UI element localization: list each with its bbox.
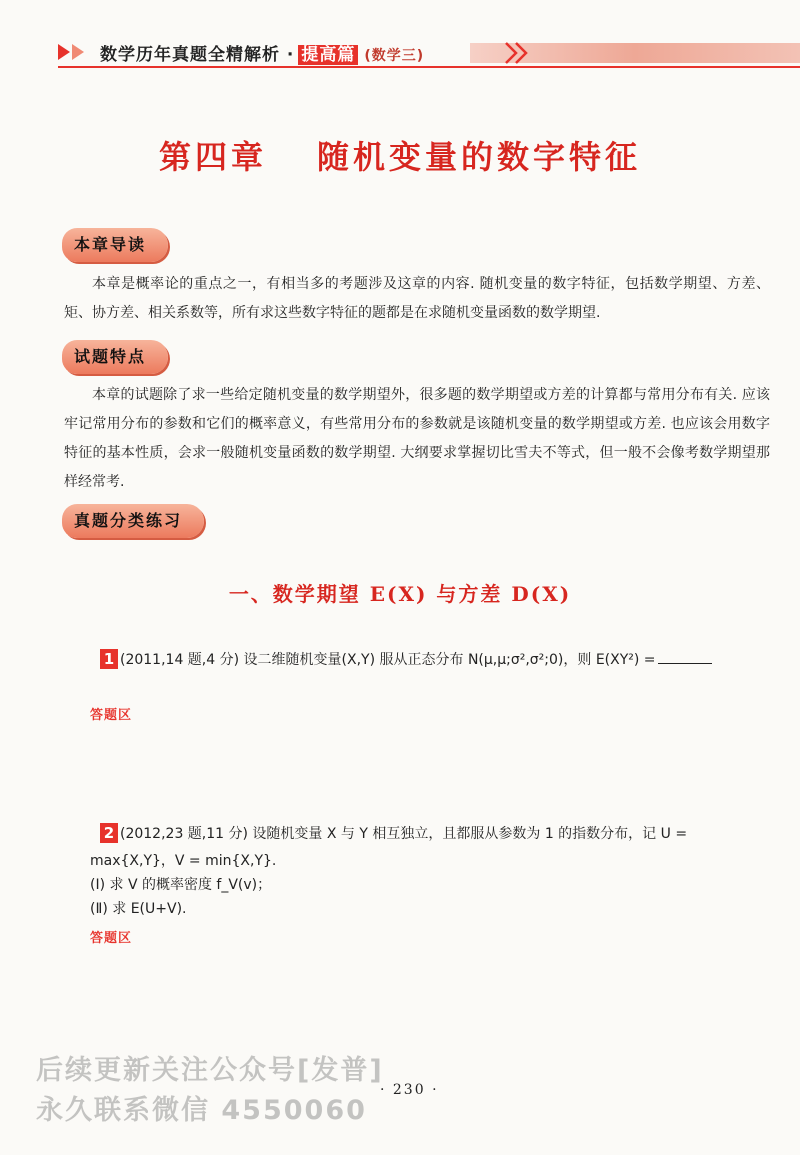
question-number: 1 — [100, 649, 118, 669]
question-2-part-2: (Ⅱ) 求 E(U+V). — [90, 901, 187, 917]
section-tag-practice: 真题分类练习 — [62, 504, 204, 538]
answer-area-label: 答题区 — [90, 708, 133, 723]
chevron-right-icon — [504, 40, 534, 66]
chapter-number: 第四章 — [158, 138, 267, 176]
header-rule — [58, 66, 800, 68]
watermark-line-1: 后续更新关注公众号[发普] — [36, 1055, 384, 1086]
answer-blank[interactable] — [658, 649, 712, 664]
question-text: (2011,14 题,4 分) 设二维随机变量(X,Y) 服从正态分布 N(μ,μ;σ²,σ²;0)，则 E(XY²) = — [120, 652, 656, 668]
features-paragraph: 本章的试题除了求一些给定随机变量的数学期望外，很多题的数学期望或方差的计算都与常用分布有关. 应该牢记常用分布的参数和它们的概率意义，有些常用分布的参数就是该随机变量的数学期望或方差. 也应该会用数字特征的基本性质，会求一般随机变量函数的数学期望. 大纲要求掌握切比雪夫不等式，但一般不会像考数学期望那样经常考. — [64, 387, 770, 490]
volume-badge: 提高篇 — [298, 45, 358, 65]
section-tag-guide: 本章导读 — [62, 228, 168, 262]
question-number: 2 — [100, 823, 118, 843]
running-header — [0, 30, 800, 76]
question-2-part-1: (Ⅰ) 求 V 的概率密度 f_V(v)； — [90, 877, 272, 893]
question-1 — [100, 648, 772, 672]
section-title: 一、数学期望 E(X) 与方差 D(X) — [228, 582, 572, 606]
answer-area-label: 答题区 — [90, 931, 133, 946]
question-2-continued: max{X,Y}，V = min{X,Y}. — [90, 853, 277, 869]
double-arrow-icon — [58, 42, 92, 62]
chapter-title: 随机变量的数字特征 — [317, 138, 642, 176]
page-number: · 230 · — [380, 1082, 439, 1098]
section-tag-features: 试题特点 — [62, 340, 168, 374]
watermark-line-2: 永久联系微信 4550060 — [36, 1095, 367, 1126]
question-text: (2012,23 题,11 分) 设随机变量 X 与 Y 相互独立，且都服从参数为 1 的指数分布，记 U = — [120, 826, 688, 842]
header-title — [100, 40, 424, 65]
chapter-heading — [0, 132, 800, 178]
question-2 — [100, 822, 772, 846]
subject-label: (数学三) — [364, 48, 425, 64]
book-title: 数学历年真题全精解析 · — [100, 45, 295, 65]
guide-paragraph: 本章是概率论的重点之一，有相当多的考题涉及这章的内容. 随机变量的数字特征，包括数学期望、方差、矩、协方差、相关系数等，所有求这些数字特征的题都是在求随机变量函数的数学期望. — [64, 276, 770, 321]
